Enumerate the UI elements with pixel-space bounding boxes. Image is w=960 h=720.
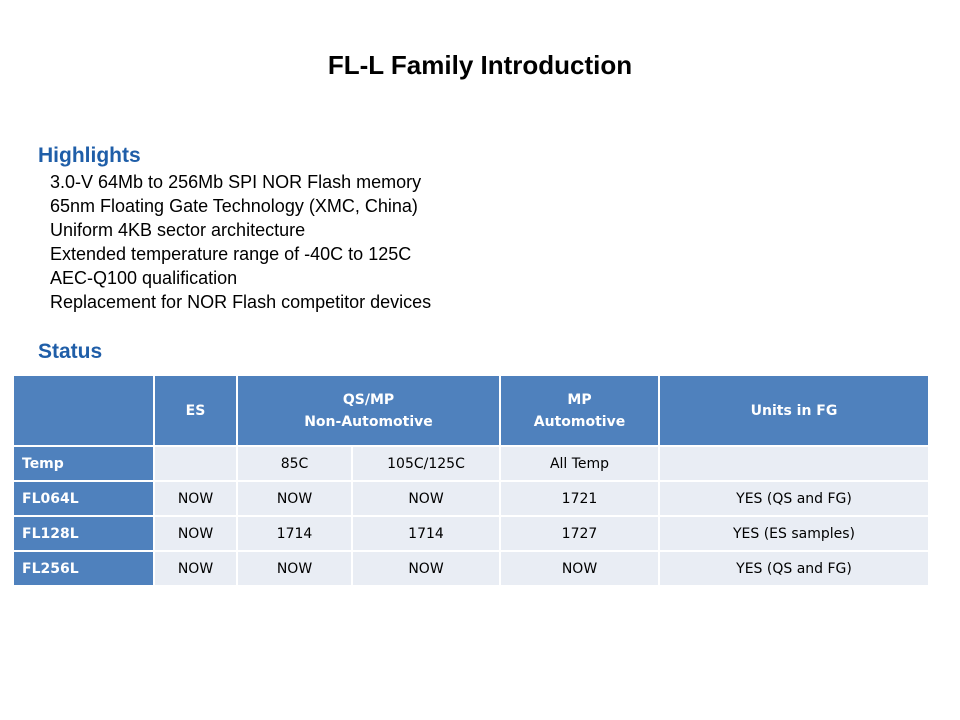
cell-qs-85c: NOW (237, 551, 352, 586)
row-label: FL128L (13, 516, 154, 551)
highlights-heading: Highlights (38, 144, 141, 167)
cell-qs-105c: NOW (352, 481, 500, 516)
highlight-item: Uniform 4KB sector architecture (50, 220, 306, 240)
cell-mp-automotive: 1721 (500, 481, 659, 516)
cell-units-in-fg: YES (ES samples) (659, 516, 929, 551)
status-table (12, 374, 930, 587)
cell-units-in-fg: YES (QS and FG) (659, 481, 929, 516)
cell-qs-105c: NOW (352, 551, 500, 586)
cell-qs-85c: 1714 (237, 516, 352, 551)
header-mp-automotive (500, 375, 659, 446)
header-qs-mp-line1: QS/MP (342, 391, 395, 408)
cell-mp-automotive: NOW (500, 551, 659, 586)
highlight-item: AEC-Q100 qualification (50, 268, 238, 288)
status-heading: Status (38, 340, 103, 363)
header-qs-mp (237, 375, 500, 446)
highlight-item: 3.0-V 64Mb to 256Mb SPI NOR Flash memory (50, 172, 422, 192)
cell-mp-automotive: 1727 (500, 516, 659, 551)
cell-es: NOW (154, 481, 237, 516)
highlights-list (50, 170, 431, 314)
header-qs-mp-line2: Non-Automotive (304, 413, 433, 430)
table-row (13, 446, 929, 481)
cell-qs-105c: 105C/125C (352, 446, 500, 481)
table-row (13, 481, 929, 516)
table-header-row (13, 375, 929, 446)
cell-qs-85c: NOW (237, 481, 352, 516)
row-label: FL064L (13, 481, 154, 516)
slide-title: FL-L Family Introduction (327, 50, 633, 80)
table-row (13, 551, 929, 586)
cell-qs-85c: 85C (237, 446, 352, 481)
highlight-item: Extended temperature range of -40C to 125C (50, 244, 412, 264)
cell-es: NOW (154, 516, 237, 551)
highlight-item: Replacement for NOR Flash competitor devices (50, 292, 432, 312)
header-mp-line2: Automotive (533, 413, 626, 430)
cell-mp-automotive: All Temp (500, 446, 659, 481)
header-es: ES (154, 375, 237, 446)
header-units-in-fg: Units in FG (659, 375, 929, 446)
row-label: Temp (13, 446, 154, 481)
header-mp-line1: MP (567, 391, 592, 408)
table-row (13, 516, 929, 551)
highlight-item: 65nm Floating Gate Technology (XMC, China) (50, 196, 418, 216)
row-label: FL256L (13, 551, 154, 586)
cell-units-in-fg (659, 446, 929, 481)
cell-es (154, 446, 237, 481)
cell-es: NOW (154, 551, 237, 586)
cell-qs-105c: 1714 (352, 516, 500, 551)
cell-units-in-fg: YES (QS and FG) (659, 551, 929, 586)
header-corner-cell (13, 375, 154, 446)
